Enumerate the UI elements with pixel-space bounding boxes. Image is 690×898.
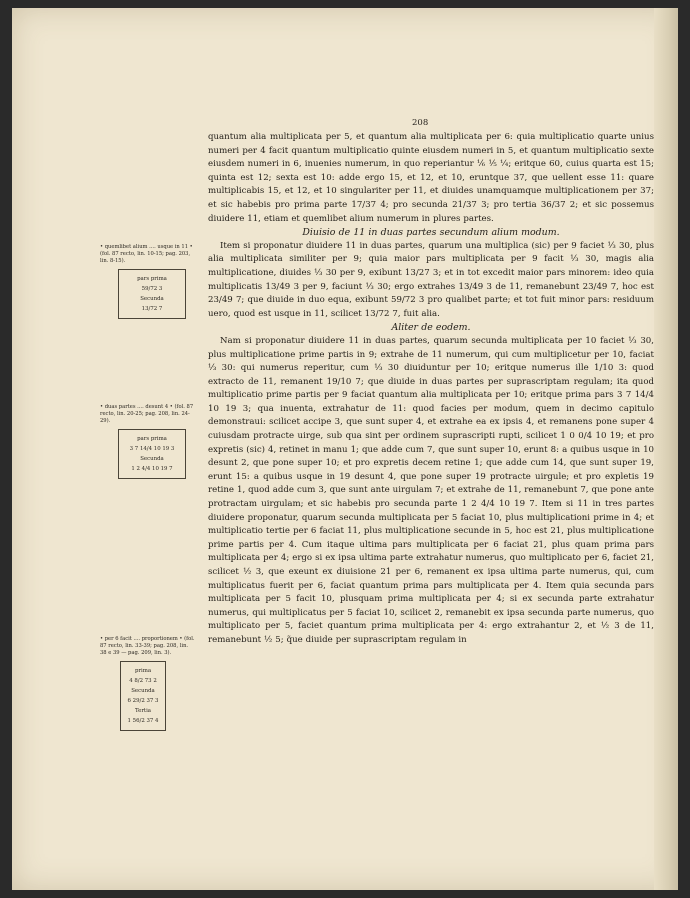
box-label: Secunda (140, 296, 164, 302)
margin-box-3 (120, 661, 166, 731)
margin-box-1 (118, 269, 186, 319)
book-page (12, 8, 678, 890)
box-value: 3 7 14/4 10 19 3 (129, 446, 175, 452)
page-number: 208 (412, 118, 429, 128)
page-spine-shadow (654, 8, 678, 890)
box-label: pars prima (137, 436, 167, 442)
box-value: 6 29/2 37 3 (127, 698, 159, 704)
box-value: 1 2 4/4 10 19 7 (131, 466, 173, 472)
margin-note-1 (100, 244, 196, 319)
paragraph-1: Item si proponatur diuidere 11 in duas partes, quarum una multiplica (sic) per 9 faciet ⅓ 30, plus alia multiplicata similiter per 9; quia maior pars multiplicata per 9 facit ⅓ 30, magis alia multiplicatione, diuides ⅓ 30 per 9, exibunt 13/27 3; et in tot excedit maior pars minorem: ideo quia multiplicatis 13/49 3 per 9, faciunt ⅓ 30; ergo extrahes 13/49 3 de 11, remanebunt 23/49 7, hoc est 23/49 7; que diuide in duo equa, exibunt 59/72 3 pro qualibet parte; et tot fuit minor pars: residuum uero, quod est usque in 11, scilicet 13/72 7, fuit alia. (208, 240, 654, 319)
main-text-column (208, 131, 654, 648)
box-label: pars prima (137, 276, 167, 282)
section-heading-2: Aliter de eodem. (391, 322, 471, 334)
margin-note-text: • per 6 facit .... proportionem • (fol. 87 recto, lin. 33-39; pag. 208, lin. 38 e 39 — pag. 209, lin. 3). (100, 636, 195, 656)
margin-note-2 (100, 404, 196, 479)
paragraph-2: Nam si proponatur diuidere 11 in duas partes, quarum secunda multiplicata per 10 faciet ⅓ 30, plus multiplicatione prime partis in 9; extrahe de 11 numerum, qui cum multiplicetur per 10, faciat ⅓ 30: qui numerus reperitur, cum ⅓ 30 diuiduntur per 10; eritque numerus ille 1/10 3: quod extracto de 11, remanent 19/10 7; que diuide in duas partes per suprascriptam regulam; ita quod multiplicatio prime partis per 9 faciat quantum alia multiplicata per 10; eritque prima pars 3 7 14/4 10 19 3; qua inuenta, extrahatur de 11: quod facies per modum, quem in decimo capitulo demonstraui: scilicet accipe 3, que sunt super 4, et extrahe ea ex ipsis 4, et remanens pone super 4 cuiusdam protracte uirge, sub qua sint per ordinem suprascripti rupti, scilicet 1 0 0/4 10 19; et pro expretis (sic) 4, retinet in manu 1; que adde cum 7, que sunt super 10, erunt 8: a quibus usque in 10 desunt 2, que pone super 10; et pro expretis decem retine 1; que adde cum 14, que sunt super 19, erunt 15: a quibus usque in 19 desunt 4, que pone super 19 protracte uirgule; et pro expletis 19 retine 1, quod adde cum 3, que sunt ante uirgulam 7; et extrahe de 11, remanebunt 7, que pone ante protractam uirgulam; et sic habebis pro secunda parte 1 2 4/4 10 19 7. Item si 11 in tres partes diuidere proponatur, quarum secunda multiplicata per 5 faciat 10, plus multiplicationi prime in 4; et multiplicatio tertie per 6 faciat 11, plus multiplicatione secunde in 5, hoc est 21, plus multiplicatione prime partis per 4. Cum itaque ultima pars multiplicata per 6 faciat 21, plus quam prima pars multiplicata per 4; ergo si ex ipsa ultima parte extrahatur numerus, quo multiplicato per 6, faciet 21, scilicet ½ 3, que exeunt ex diuisione 21 per 6, remanent ex ipsa ultima parte numerus, qui, cum multiplicatus fuerit per 6, faciat quantum prima pars multiplicata per 4. Item quia secunda pars multiplicata per 5 facit 10, plusquam prima multiplicata per 4; si ex secunda parte extrahatur numerus, qui multiplicatus per 5 faciat 10, scilicet 2, remanebit ex ipsa secunda parte numerus, quo multiplicato per 5, faciet quantum prima multiplicata per 4: ergo extrahantur 2, et ½ 3 de 11, remanebunt ½ 5; q̃ue diuide per suprascriptam regulam in (208, 335, 654, 645)
box-value: 4 8/2 73 2 (129, 678, 157, 684)
section-heading-1: Diuisio de 11 in duas partes secundum alium modum. (302, 227, 560, 239)
box-value: 59/72 3 (141, 286, 163, 292)
box-label: prima (134, 668, 152, 674)
margin-box-2 (118, 429, 186, 479)
box-label: Tertia (134, 708, 152, 714)
box-label: Secunda (131, 688, 155, 694)
margin-note-3 (100, 636, 196, 731)
box-value: 1 56/2 37 4 (127, 718, 159, 724)
margin-note-text: • duas partes .... desunt 4 • (fol. 87 recto, lin. 20-25; pag. 208, lin. 24-29). (100, 404, 194, 424)
intro-paragraph: quantum alia multiplicata per 5, et quantum alia multiplicata per 6: quia multiplicatio quarte unius numeri per 4 facit quantum multiplicatio quinte eiusdem numeri in 5, et quantum multiplicatio sexte eiusdem numeri in 6, inuenies numerum, in quo reperiantur ⅙ ⅕ ¼; eritque 60, cuius quarta est 15; quinta est 12; sexta est 10: adde ergo 15, et 12, et 10, eruntque 37, que uellent esse 11: quare multiplicabis 15, et 12, et 10 singulariter per 11, et diuides unamquamque multiplicationem per 37; et sic habebis pro prima parte 17/37 4; pro secunda 21/37 3; pro tertia 36/37 2; et sic possemus diuidere 11, etiam et quemlibet alium numerum in plures partes. (208, 132, 654, 224)
box-value: 13/72 7 (141, 306, 163, 312)
box-label: Secunda (140, 456, 164, 462)
margin-note-text: • quemlibet alium .... usque in 11 • (fol. 87 recto, lin. 10-15; pag. 203, lin. 8-15). (100, 244, 193, 264)
